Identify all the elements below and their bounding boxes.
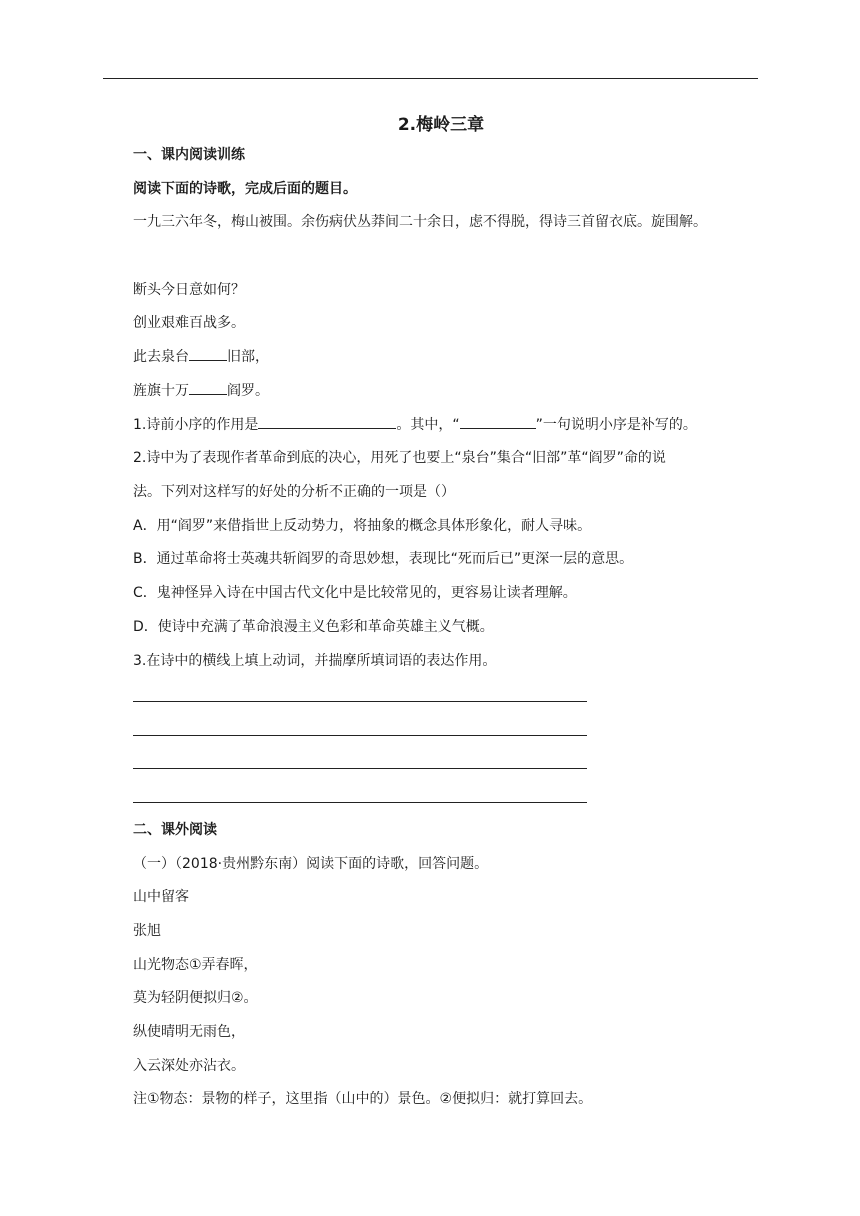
section1-heading: 一、课内阅读训练 xyxy=(133,147,245,163)
question-2-line-1: 2.诗中为了表现作者革命到底的决心，用死了也要上“泉台”集合“旧部”革“阎罗”命的说 xyxy=(133,450,666,466)
section1-instruction: 阅读下面的诗歌，完成后面的题目。 xyxy=(133,181,357,197)
poem-title: 山中留客 xyxy=(133,889,189,905)
poem-line-2: 创业艰难百战多。 xyxy=(133,315,245,331)
fill-blank-2[interactable] xyxy=(189,380,227,395)
option-d: D．使诗中充满了革命浪漫主义色彩和革命英雄主义气概。 xyxy=(133,619,494,635)
poem-line-4-end: 阎罗。 xyxy=(227,383,269,399)
question-3: 3.在诗中的横线上填上动词，并揣摩所填词语的表达作用。 xyxy=(133,653,497,669)
poem2-line-1: 山光物态①弄春晖， xyxy=(133,957,258,973)
page-title: 2.梅岭三章 xyxy=(397,115,485,135)
answer-blank-q1-b[interactable] xyxy=(460,414,536,429)
option-b: B．通过革命将士英魂共斩阎罗的奇思妙想，表现比“死而后已”更深一层的意思。 xyxy=(133,551,634,567)
fill-blank-1[interactable] xyxy=(189,346,227,361)
poem-line-3 xyxy=(133,346,269,367)
poem2-line-4: 入云深处亦沾衣。 xyxy=(133,1058,245,1074)
answer-line-4[interactable] xyxy=(133,802,587,803)
answer-line-1[interactable] xyxy=(133,701,587,702)
poem-line-1: 断头今日意如何？ xyxy=(133,282,245,298)
answer-blank-q1-a[interactable] xyxy=(258,414,396,429)
question-1-text-c: ”一句说明小序是补写的。 xyxy=(535,417,697,433)
poem2-line-3: 纵使晴明无雨色， xyxy=(133,1024,245,1040)
poem-line-3-end: 旧部， xyxy=(227,349,269,365)
poem-line-4-start: 旌旗十万 xyxy=(133,383,189,399)
header-rule xyxy=(103,78,758,79)
answer-line-2[interactable] xyxy=(133,735,587,736)
poem-line-3-start: 此去泉台 xyxy=(133,349,189,365)
question-1 xyxy=(133,414,697,435)
poem2-line-2: 莫为轻阴便拟归②。 xyxy=(133,990,258,1006)
poem-author: 张旭 xyxy=(133,923,161,939)
section2-heading: 二、课外阅读 xyxy=(133,822,217,838)
poem-line-4 xyxy=(133,380,269,401)
answer-line-3[interactable] xyxy=(133,768,587,769)
poem-preface: 一九三六年冬，梅山被围。余伤病伏丛莽间二十余日，虑不得脱，得诗三首留衣底。旋围解。 xyxy=(133,214,707,230)
section2-intro: （一）（2018·贵州黔东南）阅读下面的诗歌，回答问题。 xyxy=(133,856,489,872)
option-a: A．用“阎罗”来借指世上反动势力，将抽象的概念具体形象化，耐人寻味。 xyxy=(133,518,592,534)
question-1-text-a: 1.诗前小序的作用是 xyxy=(133,417,259,433)
option-c: C．鬼神怪异入诗在中国古代文化中是比较常见的，更容易让读者理解。 xyxy=(133,585,577,601)
question-1-text-b: 。其中，“ xyxy=(396,417,460,433)
question-2-line-2: 法。下列对这样写的好处的分析不正确的一项是（） xyxy=(133,484,455,500)
poem-note: 注①物态：景物的样子，这里指（山中的）景色。②便拟归：就打算回去。 xyxy=(133,1091,593,1107)
